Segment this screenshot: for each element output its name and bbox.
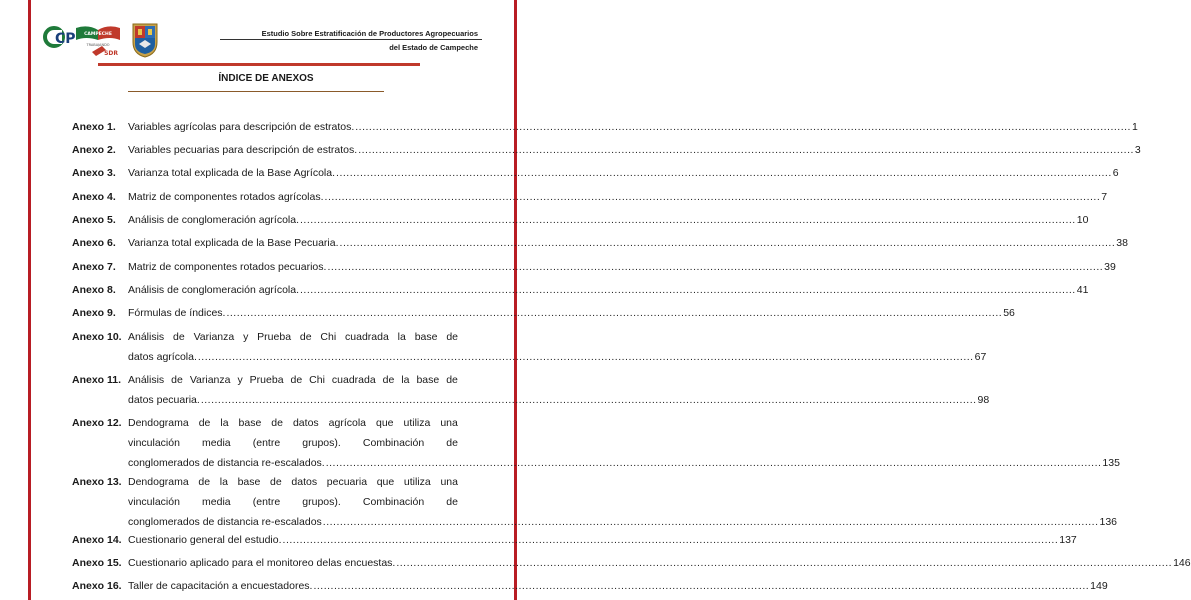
annex-line	[128, 303, 1015, 323]
annex-word: de	[299, 331, 312, 343]
annex-word: Combinación	[362, 437, 425, 449]
annex-description	[128, 187, 1108, 207]
annex-description	[128, 140, 1141, 160]
annex-line	[128, 370, 458, 390]
annex-word: datos	[291, 476, 318, 488]
annex-line	[128, 433, 458, 453]
annex-description	[128, 327, 987, 367]
annex-word: Análisis	[128, 374, 165, 386]
annex-page-number: 135	[1102, 457, 1120, 469]
annex-word: vinculación	[128, 496, 180, 508]
annex-page-number: 149	[1090, 580, 1108, 592]
annex-title: Matriz de componentes rotados pecuarios.	[128, 261, 327, 273]
annex-description	[128, 413, 1120, 473]
dot-leader	[336, 163, 1112, 183]
dot-leader	[283, 530, 1059, 550]
annex-word: Varianza	[189, 374, 231, 386]
annex-title: Matriz de componentes rotados agrícolas.	[128, 191, 324, 203]
annex-word: Chi	[309, 374, 325, 386]
annex-label: Anexo 4.	[72, 191, 116, 203]
annex-line	[128, 413, 458, 433]
header-state-title: del Estado de Campeche	[389, 43, 478, 52]
annex-word: la	[401, 374, 410, 386]
annex-title: Taller de capacitación a encuestadores.	[128, 580, 313, 592]
annex-label: Anexo 13.	[72, 476, 122, 488]
annex-title: Fórmulas de índices.	[128, 307, 226, 319]
annex-page-number: 1	[1131, 121, 1138, 133]
annex-line	[128, 233, 1128, 253]
dot-leader	[323, 512, 1099, 532]
annex-line	[128, 553, 1191, 573]
annex-word: de	[198, 476, 211, 488]
annex-title: Análisis de conglomeración agrícola.	[128, 214, 300, 226]
annex-word: datos	[292, 417, 319, 429]
annex-description	[128, 472, 1118, 532]
annex-description	[128, 280, 1089, 300]
annex-title: conglomerados de distancia re-escalados	[128, 516, 322, 528]
annex-word: de	[382, 374, 395, 386]
annex-title: Cuestionario general del estudio.	[128, 534, 282, 546]
annex-line	[128, 512, 1118, 532]
annex-title: Cuestionario aplicado para el monitoreo delas encuestas.	[128, 557, 396, 569]
annex-page-number: 7	[1101, 191, 1108, 203]
header-logos	[44, 20, 174, 60]
annex-word: y	[243, 331, 249, 343]
annex-line	[128, 347, 987, 367]
annex-label: Anexo 7.	[72, 261, 116, 273]
annex-word: una	[440, 476, 458, 488]
annex-page-number: 39	[1104, 261, 1116, 273]
annex-word: cuadrada	[345, 331, 389, 343]
annex-label: Anexo 9.	[72, 307, 116, 319]
annex-description	[128, 117, 1138, 137]
annex-title: datos pecuaria.	[128, 394, 200, 406]
annex-page-number: 67	[974, 351, 987, 363]
dot-leader	[198, 347, 974, 367]
annex-label: Anexo 15.	[72, 557, 122, 569]
annex-word: utiliza	[403, 417, 431, 429]
campeche-logo-icon	[74, 22, 122, 58]
annex-word: cuadrada	[331, 374, 376, 386]
annex-label: Anexo 10.	[72, 331, 122, 343]
annex-description	[128, 257, 1116, 277]
right-page-border	[514, 0, 517, 600]
annex-word: base	[416, 374, 440, 386]
annex-line	[128, 210, 1089, 230]
title-underline	[128, 91, 384, 92]
annex-title: Análisis de conglomeración agrícola.	[128, 284, 300, 296]
annex-word: Prueba	[257, 331, 292, 343]
annex-word: de	[198, 417, 211, 429]
dot-leader	[300, 280, 1076, 300]
annex-label: Anexo 14.	[72, 534, 122, 546]
annex-word: de	[271, 417, 283, 429]
annex-title: datos agrícola.	[128, 351, 197, 363]
dot-leader	[325, 187, 1101, 207]
annex-word: de	[173, 331, 185, 343]
annex-word: media	[202, 496, 231, 508]
annex-word: base	[237, 476, 261, 488]
dot-leader	[226, 303, 1002, 323]
annex-line	[128, 492, 458, 512]
header-red-rule	[98, 63, 420, 66]
state-seal-icon	[130, 20, 160, 58]
annex-label: Anexo 16.	[72, 580, 122, 592]
annex-label: Anexo 3.	[72, 167, 116, 179]
annex-description	[128, 233, 1128, 253]
left-page-border	[28, 0, 31, 600]
annex-description	[128, 576, 1108, 596]
annex-word: vinculación	[128, 437, 180, 449]
annex-title: conglomerados de distancia re-escalados.	[128, 457, 325, 469]
annex-word: la	[220, 417, 229, 429]
annex-page-number: 146	[1173, 557, 1191, 569]
header-divider	[220, 39, 482, 40]
annex-label: Anexo 11.	[72, 374, 122, 386]
dot-leader	[355, 117, 1131, 137]
annex-word: Dendograma	[128, 417, 189, 429]
annex-label: Anexo 2.	[72, 144, 116, 156]
annex-page-number: 6	[1112, 167, 1119, 179]
annex-title: Varianza total explicada de la Base Agrícola.	[128, 167, 336, 179]
annex-word: Dendograma	[128, 476, 189, 488]
annex-line	[128, 163, 1119, 183]
annex-word: que	[376, 476, 395, 488]
annex-line	[128, 187, 1108, 207]
annex-word: base	[414, 331, 438, 343]
annex-word: y	[237, 374, 243, 386]
annex-word: de	[446, 331, 458, 343]
annex-line	[128, 257, 1116, 277]
annex-word: la	[397, 331, 406, 343]
header-study-title: Estudio Sobre Estratificación de Productores Agropecuarios	[261, 29, 478, 38]
campeche-logo-subtext: TRABAJANDO	[86, 43, 110, 47]
annex-line	[128, 117, 1138, 137]
annex-word: (entre	[252, 437, 281, 449]
annex-page-number: 137	[1059, 534, 1077, 546]
annex-page-number: 41	[1076, 284, 1089, 296]
annex-label: Anexo 6.	[72, 237, 116, 249]
annex-line	[128, 140, 1141, 160]
annex-label: Anexo 5.	[72, 214, 116, 226]
annex-label: Anexo 1.	[72, 121, 116, 133]
annex-word: la	[219, 476, 228, 488]
cp-logo-text: CP	[55, 31, 76, 47]
annex-word: pecuaria	[326, 476, 368, 488]
dot-leader	[340, 233, 1116, 253]
annex-word: Prueba	[249, 374, 284, 386]
annex-title: Variables agrícolas para descripción de estratos.	[128, 121, 355, 133]
annex-description	[128, 530, 1077, 550]
dot-leader	[396, 553, 1172, 573]
dot-leader	[326, 453, 1102, 473]
cp-logo-icon	[44, 24, 76, 50]
annex-line	[128, 576, 1108, 596]
annex-word: Análisis	[128, 331, 165, 343]
sdr-logo-text: SDR	[104, 50, 118, 57]
annex-word: base	[238, 417, 262, 429]
annex-description	[128, 370, 990, 410]
annex-word: Varianza	[193, 331, 235, 343]
annex-title: Variables pecuarias para descripción de estratos.	[128, 144, 358, 156]
annex-page-number: 98	[977, 394, 990, 406]
annex-description	[128, 210, 1089, 230]
annex-label: Anexo 12.	[72, 417, 122, 429]
annex-word: que	[375, 417, 394, 429]
annex-line	[128, 472, 458, 492]
annex-word: grupos).	[302, 496, 341, 508]
annex-title: Varianza total explicada de la Base Pecuaria.	[128, 237, 339, 249]
annex-word: (entre	[252, 496, 281, 508]
annex-page-number: 3	[1134, 144, 1141, 156]
annex-line	[128, 390, 990, 410]
annex-line	[128, 327, 458, 347]
page-title: ÍNDICE DE ANEXOS	[218, 73, 314, 84]
annex-word: de	[446, 374, 458, 386]
annex-description	[128, 553, 1191, 573]
annex-line	[128, 280, 1089, 300]
annex-page-number: 10	[1076, 214, 1089, 226]
annex-word: una	[440, 417, 458, 429]
dot-leader	[313, 576, 1089, 596]
annex-word: de	[171, 374, 183, 386]
annex-line	[128, 530, 1077, 550]
annex-word: de	[446, 437, 458, 449]
dot-leader	[327, 257, 1103, 277]
annex-word: de	[446, 496, 458, 508]
annex-word: de	[290, 374, 303, 386]
annex-line	[128, 453, 1120, 473]
annex-description	[128, 303, 1015, 323]
annex-label: Anexo 8.	[72, 284, 116, 296]
annex-page-number: 136	[1099, 516, 1118, 528]
dot-leader	[201, 390, 977, 410]
annex-word: media	[202, 437, 231, 449]
annex-word: utiliza	[403, 476, 431, 488]
annex-word: agrícola	[328, 417, 366, 429]
dot-leader	[300, 210, 1076, 230]
dot-leader	[358, 140, 1134, 160]
annex-word: grupos).	[302, 437, 341, 449]
campeche-logo-text: CAMPECHE	[84, 32, 112, 37]
annex-word: Chi	[320, 331, 337, 343]
annex-page-number: 38	[1116, 237, 1128, 249]
annex-page-number: 56	[1003, 307, 1015, 319]
annex-word: Combinación	[362, 496, 425, 508]
annex-description	[128, 163, 1119, 183]
annex-word: de	[270, 476, 282, 488]
